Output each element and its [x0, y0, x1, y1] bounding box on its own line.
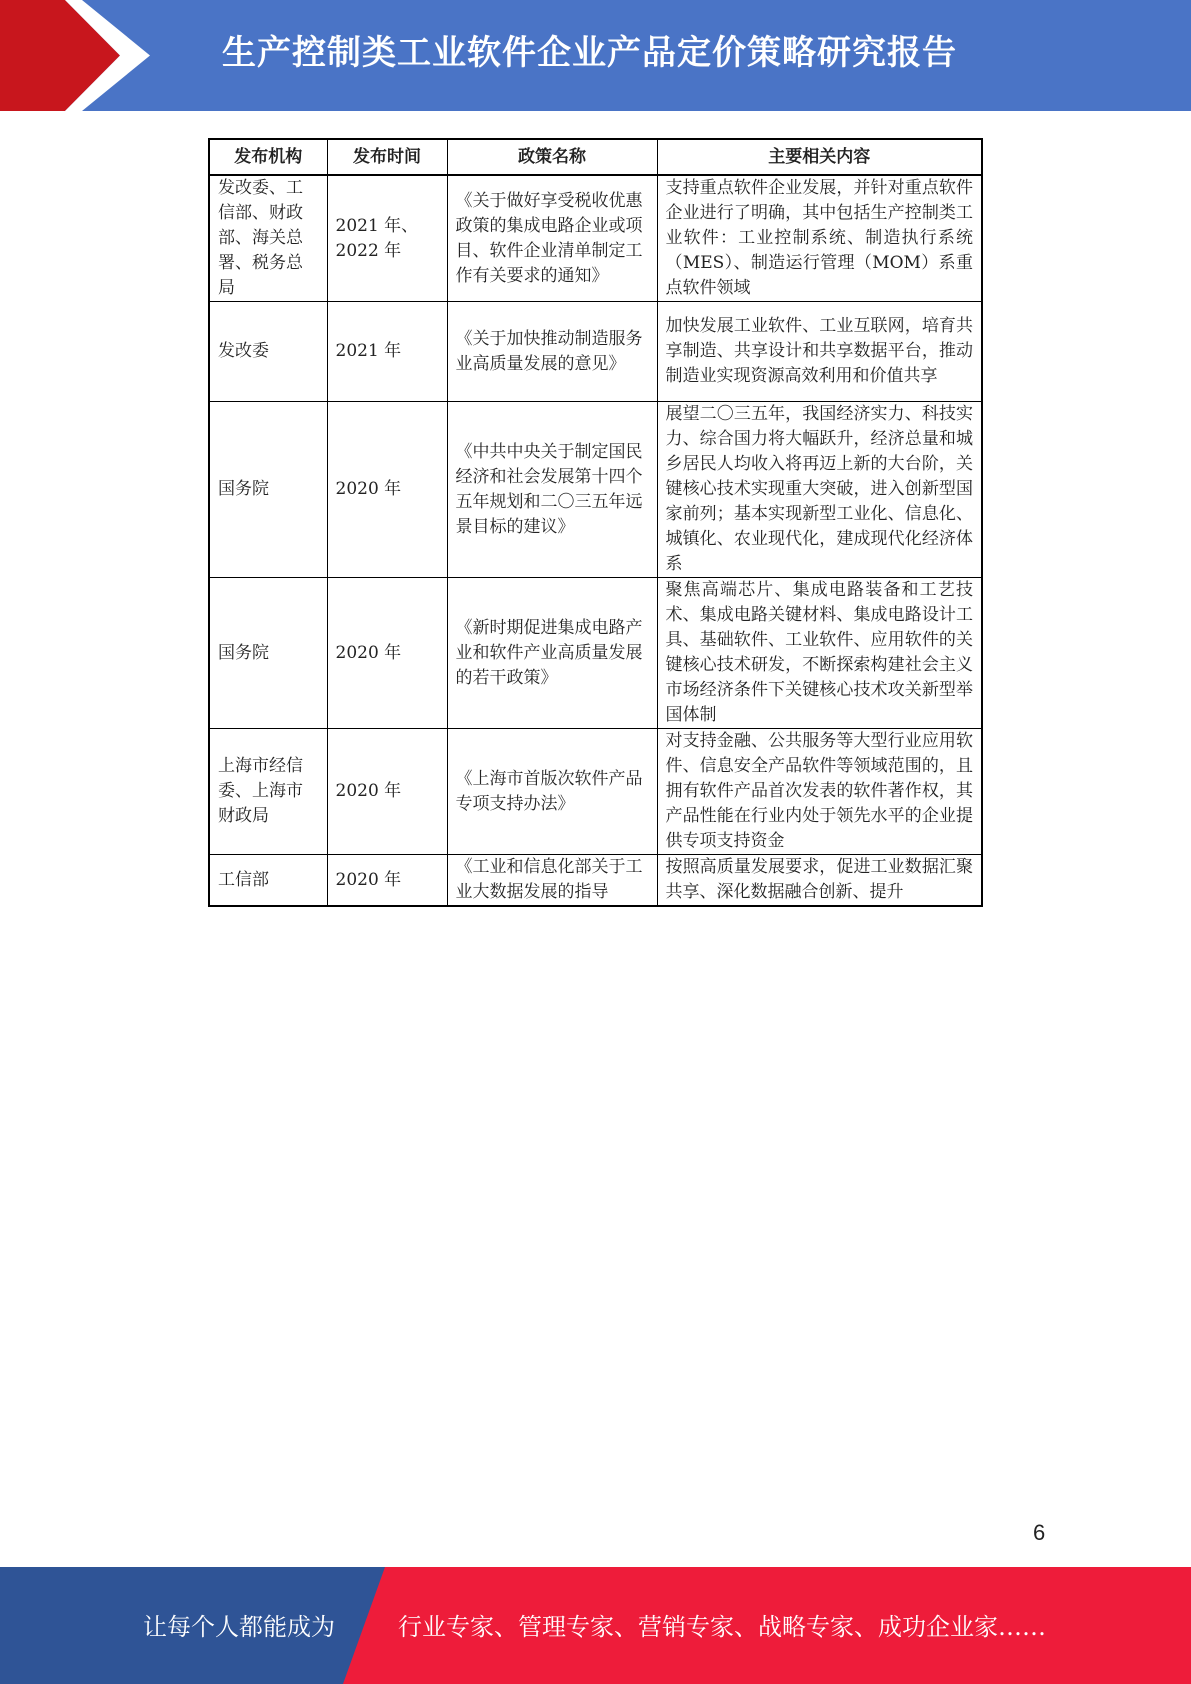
cell-policy-name: 《新时期促进集成电路产业和软件产业高质量发展的若干政策》	[447, 578, 657, 729]
cell-policy-name	[447, 855, 657, 907]
cell-agency: 发改委、工信部、财政部、海关总署、税务总局	[209, 175, 327, 302]
cell-content: 聚焦高端芯片、集成电路装备和工艺技术、集成电路关键材料、集成电路设计工具、基础软件、工业软件、应用软件的关键核心技术研发，不断探索构建社会主义市场经济条件下关键核心技术攻关新型举国体制	[657, 578, 982, 729]
table-row	[209, 302, 982, 402]
policy-table	[208, 138, 983, 907]
cell-content: 展望二〇三五年，我国经济实力、科技实力、综合国力将大幅跃升，经济总量和城乡居民人均收入将再迈上新的大台阶，关键核心技术实现重大突破，进入创新型国家前列；基本实现新型工业化、信息化、城镇化、农业现代化，建成现代化经济体系	[657, 402, 982, 578]
header-policy-name: 政策名称	[447, 139, 657, 175]
cell-content	[657, 855, 982, 907]
header-arrow-decoration	[0, 0, 150, 111]
header-band	[0, 0, 1191, 111]
cell-date: 2020 年	[327, 402, 447, 578]
cell-date: 2020 年	[327, 578, 447, 729]
cell-date: 2020 年	[327, 729, 447, 855]
cell-agency: 发改委	[209, 302, 327, 402]
page-number: 6	[1033, 1520, 1046, 1545]
footer-slogan-left: 让每个人都能成为	[143, 1613, 335, 1641]
footer-slogan-right: 行业专家、管理专家、营销专家、战略专家、成功企业家……	[398, 1613, 1046, 1641]
cell-date: 2020 年	[327, 855, 447, 907]
header-date: 发布时间	[327, 139, 447, 175]
header-agency: 发布机构	[209, 139, 327, 175]
table-row	[209, 729, 982, 855]
cell-content: 加快发展工业软件、工业互联网，培育共享制造、共享设计和共享数据平台，推动制造业实现资源高效利用和价值共享	[657, 302, 982, 402]
cell-agency: 工信部	[209, 855, 327, 907]
cell-policy-name: 《关于做好享受税收优惠政策的集成电路企业或项目、软件企业清单制定工作有关要求的通知》	[447, 175, 657, 302]
cell-date: 2021 年、2022 年	[327, 175, 447, 302]
table-row	[209, 578, 982, 729]
footer-band	[0, 1567, 1191, 1684]
cell-policy-name: 《上海市首版次软件产品专项支持办法》	[447, 729, 657, 855]
cell-policy-name: 《关于加快推动制造服务业高质量发展的意见》	[447, 302, 657, 402]
header-content: 主要相关内容	[657, 139, 982, 175]
table-row	[209, 402, 982, 578]
cell-agency: 国务院	[209, 402, 327, 578]
table-row	[209, 855, 982, 907]
table-header-row	[209, 139, 982, 175]
cell-date: 2021 年	[327, 302, 447, 402]
page-title: 生产控制类工业软件企业产品定价策略研究报告	[222, 33, 957, 73]
table-row	[209, 175, 982, 302]
policy-name-text: 《工业和信息化部关于工业大数据发展的指导	[455, 857, 643, 902]
cell-agency: 上海市经信委、上海市财政局	[209, 729, 327, 855]
cell-content: 对支持金融、公共服务等大型行业应用软件、信息安全产品软件等领域范围的，且拥有软件产品首次发表的软件著作权，其产品性能在行业内处于领先水平的企业提供专项支持资金	[657, 729, 982, 855]
cell-agency: 国务院	[209, 578, 327, 729]
cell-policy-name: 《中共中央关于制定国民经济和社会发展第十四个五年规划和二〇三五年远景目标的建议》	[447, 402, 657, 578]
cell-content: 支持重点软件企业发展，并针对重点软件企业进行了明确，其中包括生产控制类工业软件：工业控制系统、制造执行系统 （MES）、制造运行管理（MOM）系重点软件领域	[657, 175, 982, 302]
content-text: 按照高质量发展要求，促进工业数据汇聚共享、深化数据融合创新、提升	[665, 857, 973, 902]
